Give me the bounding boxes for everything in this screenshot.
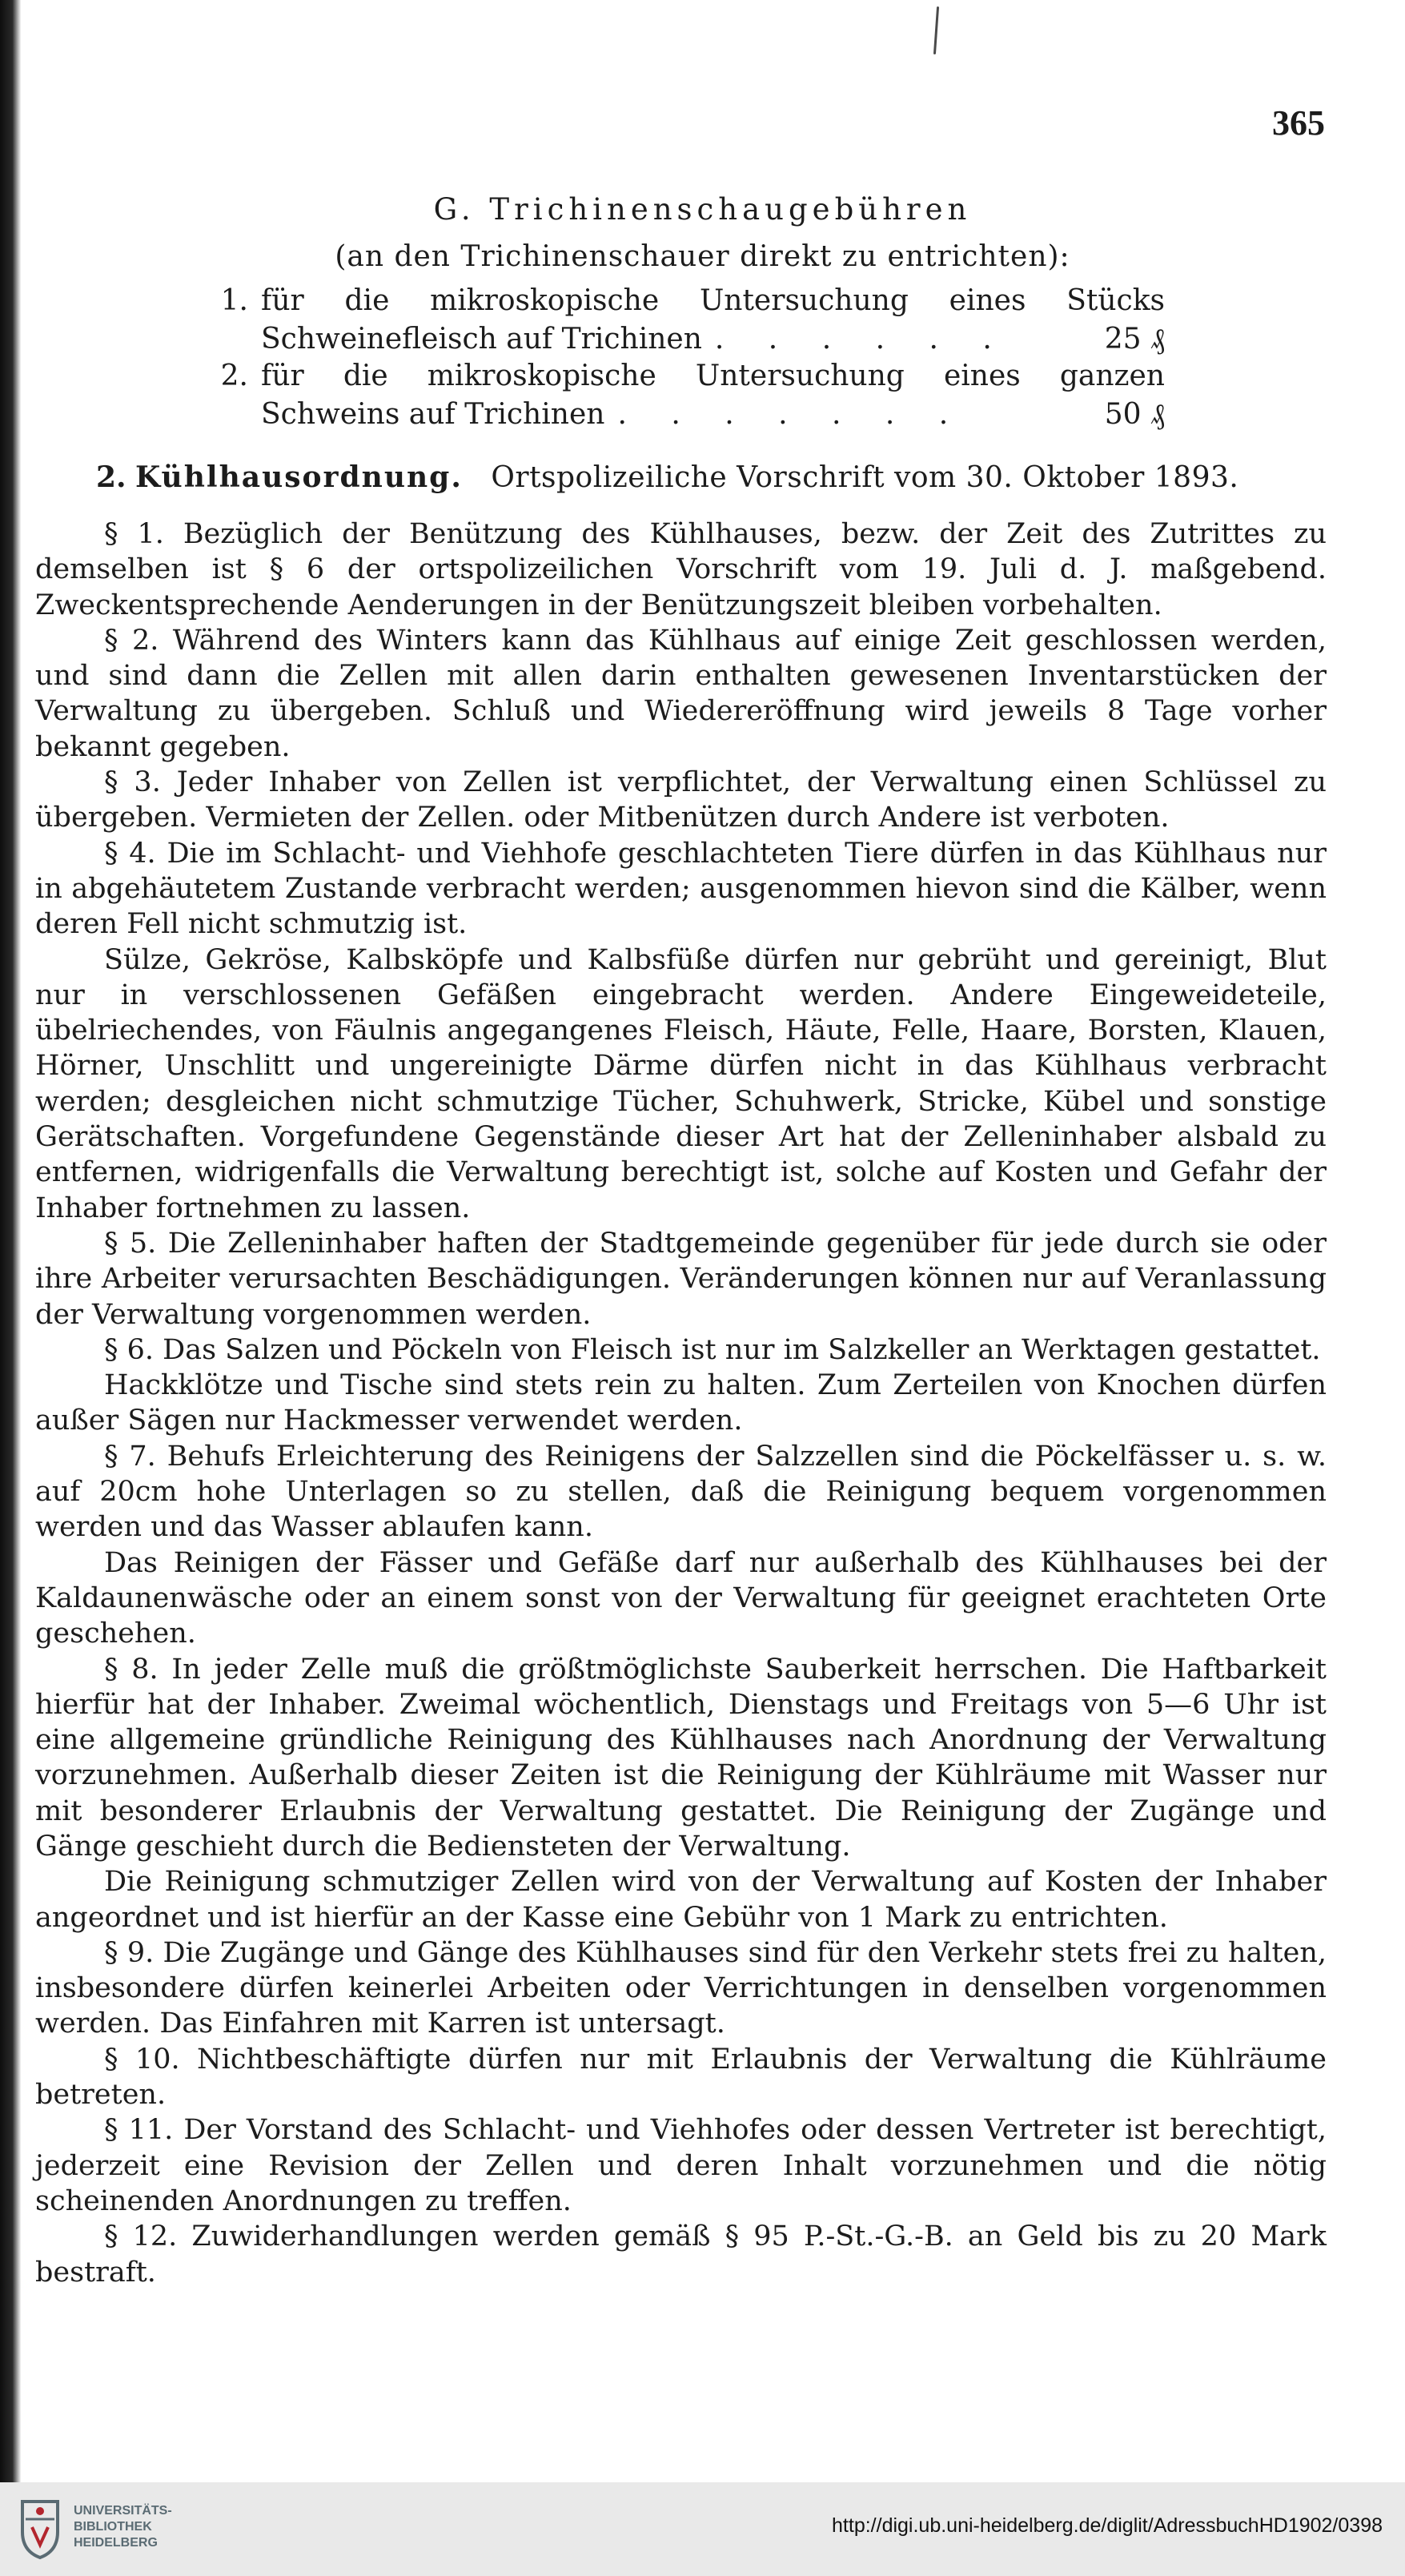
paragraph: § 2. Während des Winters kann das Kühlhaus auf einige Zeit geschlossen werden, und sind dann die Zellen mit allen darin enthalten gewesenen Inventarstücken der Verwaltung zu übergeben. Schluß und Wiedereröffnung wird jeweils 8 Tage vorher bekannt gegeben. <box>35 624 1327 763</box>
university-library-seal-icon <box>18 2495 62 2561</box>
fee-item-description-cont: Schweinefleisch auf Trichinen <box>261 323 702 356</box>
fee-item <box>192 360 1165 435</box>
leader-dots: . . . . . . <box>714 323 1010 356</box>
fee-item <box>192 284 1165 360</box>
fee-item-description: für die mikroskopische Untersuchung eines ganzen <box>261 360 1165 392</box>
paragraph: § 12. Zuwiderhandlungen werden gemäß § 95 P.-St.-G.-B. an Geld bis zu 20 Mark bestraft. <box>35 2220 1327 2289</box>
paragraph: § 6. Das Salzen und Pöckeln von Fleisch ist nur im Salzkeller an Werktagen gestattet. <box>104 1333 1321 1366</box>
paragraph: § 1. Bezüglich der Benützung des Kühlhauses, bezw. der Zeit des Zutrittes zu demselben ist § 6 der ortspolizeilichen Vorschrift vom 19. Juli d. J. maßgebend. Zweckentsprechende Aenderungen in der Benützungszeit bleiben vorbehalten. <box>35 518 1327 621</box>
paragraph: Sülze, Gekröse, Kalbsköpfe und Kalbsfüße dürfen nur gebrüht und gereinigt, Blut nur in verschlossenen Gefäßen eingebracht werden. Andere Eingeweideteile, übelriechendes, von Fäulnis angegangenes Fleisch, Häute, Felle, Haare, Borsten, Klauen, Hörner, Unschlitt und ungereinigte Därme dürfen nicht in das Kühlhaus verbracht werden; desgleichen nicht schmutzige Tücher, Schuhwerk, Stricke, Kübel und sonstige Gerätschaften. Vorgefundene Gegenstände dieser Art hat der Zelleninhaber alsbald zu entfernen, widrigenfalls die Verwaltung berechtigt ist, solche auf Kosten und Gefahr der Inhaber fortnehmen zu lassen. <box>35 943 1327 1224</box>
fee-item-amount: 25 ₰ <box>1104 323 1165 356</box>
paragraph: § 8. In jeder Zelle muß die größtmöglichste Sauberkeit herrschen. Die Haftbarkeit hierfür hat der Inhaber. Zweimal wöchentlich, Dienstags und Freitags von 5—6 Uhr ist eine allgemeine gründliche Reinigung des Kühlhauses nach Anordnung der Verwaltung vorzunehmen. Außerhalb dieser Zeiten ist die Reinigung der Kühlräume mit Wasser nur mit besonderer Erlaubnis der Verwaltung gestattet. Die Reinigung der Zugänge und Gänge geschieht durch die Bediensteten der Verwaltung. <box>35 1653 1327 1863</box>
fee-list <box>192 284 1165 435</box>
fee-item-number: 1. <box>220 284 248 317</box>
paragraph: Die Reinigung schmutziger Zellen wird von der Verwaltung auf Kosten der Inhaber angeordnet und ist hierfür an der Kasse eine Gebühr von 1 Mark zu entrichten. <box>35 1866 1327 1934</box>
section-subtitle: Ortspolizeiliche Vorschrift vom 30. Oktober 1893. <box>491 461 1239 494</box>
section-subheading-trichinen: (an den Trichinenschauer direkt zu entrichten): <box>335 240 1070 273</box>
paragraph: § 7. Behufs Erleichterung des Reinigens der Salzzellen sind die Pöckelfässer u. s. w. auf 20cm hohe Unterlagen so zu stellen, daß die Reinigung bequem vorgenommen werden und das Wasser ablaufen kann. <box>35 1440 1327 1544</box>
section-number: 2. <box>96 460 126 494</box>
regulation-text <box>35 516 1327 2290</box>
paragraph: § 11. Der Vorstand des Schlacht- und Viehhofes oder dessen Vertreter ist berechtigt, jederzeit eine Revision der Zellen und deren Inhalt vorzunehmen und die nötig scheinenden Anordnungen zu treffen. <box>35 2114 1327 2217</box>
paragraph: § 9. Die Zugänge und Gänge des Kühlhauses sind für den Verkehr stets frei zu halten, insbesondere dürfen keinerlei Arbeiten oder Verrichtungen in denselben vorgenommen werden. Das Einfahren mit Karren ist untersagt. <box>35 1936 1327 2040</box>
fee-item-description: für die mikroskopische Untersuchung eines Stücks <box>261 284 1165 317</box>
page-number: 365 <box>1272 103 1325 143</box>
fee-item-number: 2. <box>220 360 248 392</box>
scan-page-edge <box>0 0 21 2490</box>
paragraph: Hackklötze und Tische sind stets rein zu halten. Zum Zerteilen von Knochen dürfen außer Sägen nur Hackmesser verwendet werden. <box>35 1369 1327 1437</box>
paragraph: § 3. Jeder Inhaber von Zellen ist verpflichtet, der Verwaltung einen Schlüssel zu übergeben. Vermieten der Zellen. oder Mitbenützen durch Andere ist verboten. <box>35 766 1327 834</box>
fee-item-description-cont: Schweins auf Trichinen <box>261 398 605 431</box>
paragraph: § 5. Die Zelleninhaber haften der Stadtgemeinde gegenüber für jede durch sie oder ihre Arbeiter verursachten Beschädigungen. Veränderungen können nur auf Veranlassung der Verwaltung vorgenommen werden. <box>35 1227 1327 1331</box>
section-heading-trichinen: G. Trichinenschaugebühren <box>433 192 972 227</box>
leader-dots: . . . . . . . <box>617 398 966 431</box>
section-title: Kühlhausordnung. <box>135 460 463 494</box>
fee-item-amount: 50 ₰ <box>1104 398 1165 431</box>
library-logo-text: UNIVERSITÄTS- BIBLIOTHEK HEIDELBERG <box>74 2504 172 2550</box>
paragraph: § 10. Nichtbeschäftigte dürfen nur mit Erlaubnis der Verwaltung die Kühlräume betreten. <box>35 2043 1327 2112</box>
paragraph: § 4. Die im Schlacht- und Viehhofe geschlachteten Tiere dürfen in das Kühlhaus nur in abgehäutetem Zustande verbracht werden; ausgenommen hievon sind die Kälber, wenn deren Fell nicht schmutzig ist. <box>35 837 1327 941</box>
footer-url-link[interactable]: http://digi.ub.uni-heidelberg.de/diglit/AdressbuchHD1902/0398 <box>832 2514 1383 2537</box>
scan-mark <box>933 6 939 54</box>
section-heading-kuehlhaus <box>96 460 1293 494</box>
paragraph: Das Reinigen der Fässer und Gefäße darf nur außerhalb des Kühlhauses bei der Kaldaunenwäsche oder an einem sonst von der Verwaltung für geeignet erachteten Orte geschehen. <box>35 1546 1327 1650</box>
